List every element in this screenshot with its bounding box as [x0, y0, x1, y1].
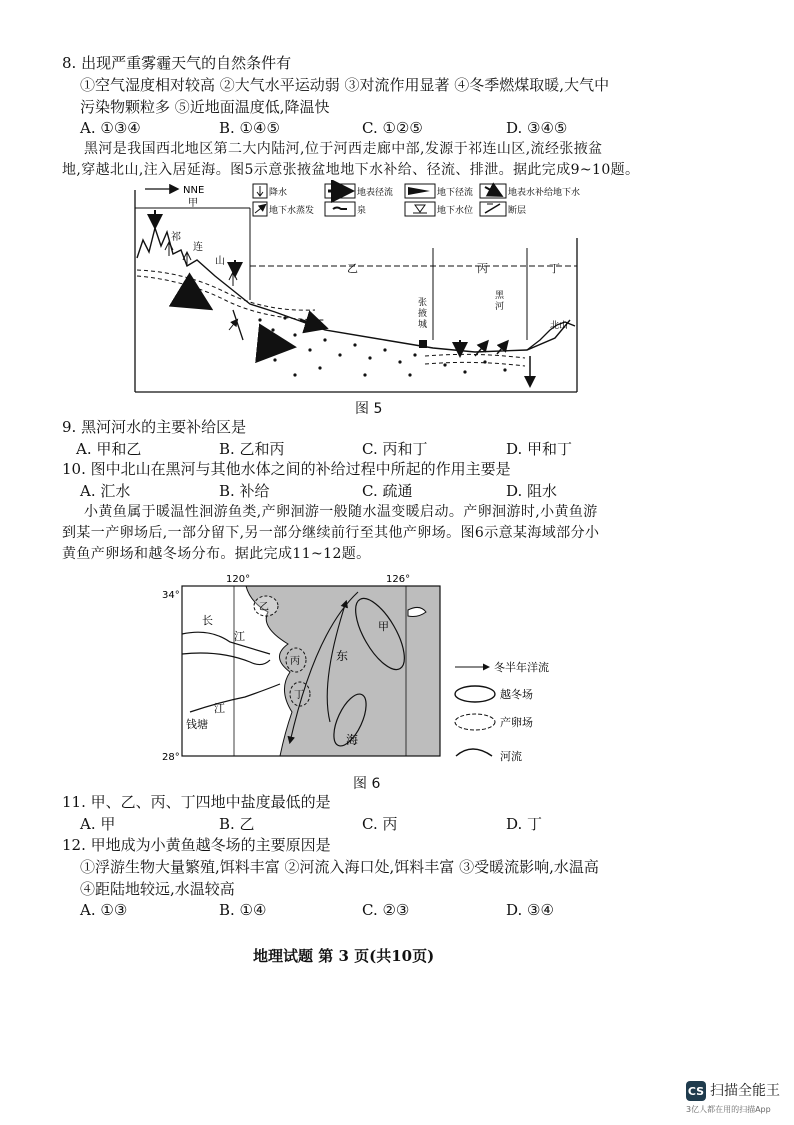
- changjiang-river: [182, 632, 270, 654]
- intro1-line2: 地,穿越北山,注入居延海。图5示意张掖盆地地下水补给、径流、排泄。据此完成9~10题。: [62, 162, 640, 178]
- jiang-label: 江: [234, 630, 245, 643]
- hai-label: 海: [346, 733, 359, 747]
- region-ding-label: 丁: [549, 262, 560, 275]
- q9-stem: 9. 黑河河水的主要补给区是: [62, 418, 247, 436]
- lon-120-label: 120°: [226, 574, 251, 585]
- qiantang-river: [190, 684, 280, 712]
- page-footer: 地理试题 第 3 页(共10页): [253, 947, 435, 965]
- ding-label: 丁: [294, 690, 304, 701]
- legend-river: 河流: [500, 750, 522, 763]
- camscanner-tagline: 3亿人都在用的扫描App: [686, 1105, 771, 1114]
- region-yi-label: 乙: [347, 262, 358, 275]
- legend-current: 冬半年洋流: [494, 661, 549, 674]
- q12-items-line2: ④距陆地较远,水温较高: [80, 880, 235, 898]
- fig6-legend: [455, 660, 549, 763]
- q8-option-d: D. ③④⑤: [506, 119, 568, 137]
- jiang2-label: 江: [214, 702, 225, 715]
- q9-option-c: C. 丙和丁: [362, 440, 428, 458]
- q12-option-a: A. ①③: [80, 901, 128, 919]
- jia-label: 甲: [378, 620, 389, 633]
- intro2-line1: 小黄鱼属于暖温性洄游鱼类,产卵洄游一般随水温变暖启动。产卵洄游时,小黄鱼游: [84, 504, 598, 520]
- legend-groundwater-flow: 地下径流: [437, 188, 474, 198]
- legend-spring: 泉: [357, 206, 367, 216]
- legend-evap: 地下水蒸发: [269, 206, 315, 216]
- qiantang-label: 钱塘: [186, 718, 208, 731]
- q10-option-d: D. 阻水: [506, 482, 558, 500]
- q8-items-line2: 污染物颗粒多 ⑤近地面温度低,降温快: [80, 98, 330, 116]
- intro1-line1: 黑河是我国西北地区第二大内陆河,位于河西走廊中部,发源于祁连山区,流经张掖盆: [84, 141, 603, 157]
- q11-stem: 11. 甲、乙、丙、丁四地中盐度最低的是: [62, 793, 331, 811]
- zhangye-label-3: 城: [418, 320, 428, 330]
- sediment-dots: [258, 316, 506, 376]
- q11-option-d: D. 丁: [506, 815, 543, 833]
- intro2-line2: 到某一产卵场后,一部分留下,另一部分继续前行至其他产卵场。图6示意某海域部分小: [62, 525, 600, 541]
- q11-option-b: B. 乙: [219, 815, 255, 833]
- q12-items-line1: ①浮游生物大量繁殖,饵料丰富 ②河流入海口处,饵料丰富 ③受暖流影响,水温高: [80, 858, 599, 876]
- q8-option-a: A. ①③④: [80, 119, 141, 137]
- legend-surface-runoff: 地表径流: [357, 188, 394, 198]
- lat-34-label: 34°: [162, 590, 180, 601]
- zhangye-label-1: 张: [418, 298, 428, 308]
- figure-6-map: [150, 572, 590, 772]
- legend-fault: 断层: [508, 206, 527, 216]
- q9-option-b: B. 乙和丙: [219, 440, 285, 458]
- camscanner-logo-icon: CS: [686, 1081, 706, 1101]
- legend-spawning: 产卵场: [500, 716, 533, 729]
- q10-option-a: A. 汇水: [80, 482, 131, 500]
- intro2-line3: 黄鱼产卵场和越冬场分布。据此完成11~12题。: [62, 546, 371, 562]
- q9-option-a: A. 甲和乙: [76, 440, 142, 458]
- legend-surface-to-ground: 地表水补给地下水: [508, 188, 581, 198]
- q10-stem: 10. 图中北山在黑河与其他水体之间的补给过程中所起的作用主要是: [62, 460, 511, 478]
- qilian-label-2: 连: [193, 242, 203, 253]
- zhangye-label-2: 掖: [418, 309, 428, 319]
- bing-label: 丙: [290, 656, 300, 667]
- legend-wintering: 越冬场: [500, 688, 533, 701]
- lon-126-label: 126°: [386, 574, 411, 585]
- q11-option-a: A. 甲: [80, 815, 116, 833]
- q12-option-c: C. ②③: [362, 901, 410, 919]
- zhangye-city-icon: [419, 340, 427, 348]
- heihe-label-2: 河: [495, 302, 505, 312]
- qilian-label-3: 山: [215, 256, 225, 267]
- figure-6-caption: 图 6: [353, 776, 381, 792]
- q12-option-b: B. ①④: [219, 901, 267, 919]
- direction-label: NNE: [183, 185, 205, 196]
- legend-precip: 降水: [269, 188, 288, 198]
- figure-5-diagram: [125, 180, 585, 395]
- q12-stem: 12. 甲地成为小黄鱼越冬场的主要原因是: [62, 836, 331, 854]
- q10-option-b: B. 补给: [219, 482, 270, 500]
- fault-line: [233, 310, 243, 340]
- region-jia-label: 甲: [188, 198, 198, 209]
- q9-option-d: D. 甲和丁: [506, 440, 573, 458]
- region-bing-label: 丙: [477, 262, 488, 275]
- q8-option-b: B. ①④⑤: [219, 119, 280, 137]
- q10-option-c: C. 疏通: [362, 482, 413, 500]
- legend-water-table: 地下水位: [437, 206, 474, 216]
- yi-label: 乙: [259, 602, 269, 613]
- beishan-label: 北山: [550, 321, 569, 331]
- chang-label: 长: [202, 614, 213, 627]
- figure-5-caption: 图 5: [355, 401, 383, 417]
- qilian-label-1: 祁: [171, 232, 181, 243]
- fig5-legend: [253, 184, 580, 216]
- q8-stem: 8. 出现严重雾霾天气的自然条件有: [62, 54, 292, 72]
- q8-items-line1: ①空气湿度相对较高 ②大气水平运动弱 ③对流作用显著 ④冬季燃煤取暖,大气中: [80, 76, 610, 94]
- heihe-label-1: 黑: [495, 291, 505, 301]
- lat-28-label: 28°: [162, 752, 180, 763]
- q12-option-d: D. ③④: [506, 901, 554, 919]
- camscanner-brand: 扫描全能王: [710, 1083, 780, 1099]
- groundwater-flow-arrow-icon: [180, 290, 203, 304]
- dong-label: 东: [336, 649, 349, 663]
- q8-option-c: C. ①②⑤: [362, 119, 423, 137]
- q11-option-c: C. 丙: [362, 815, 398, 833]
